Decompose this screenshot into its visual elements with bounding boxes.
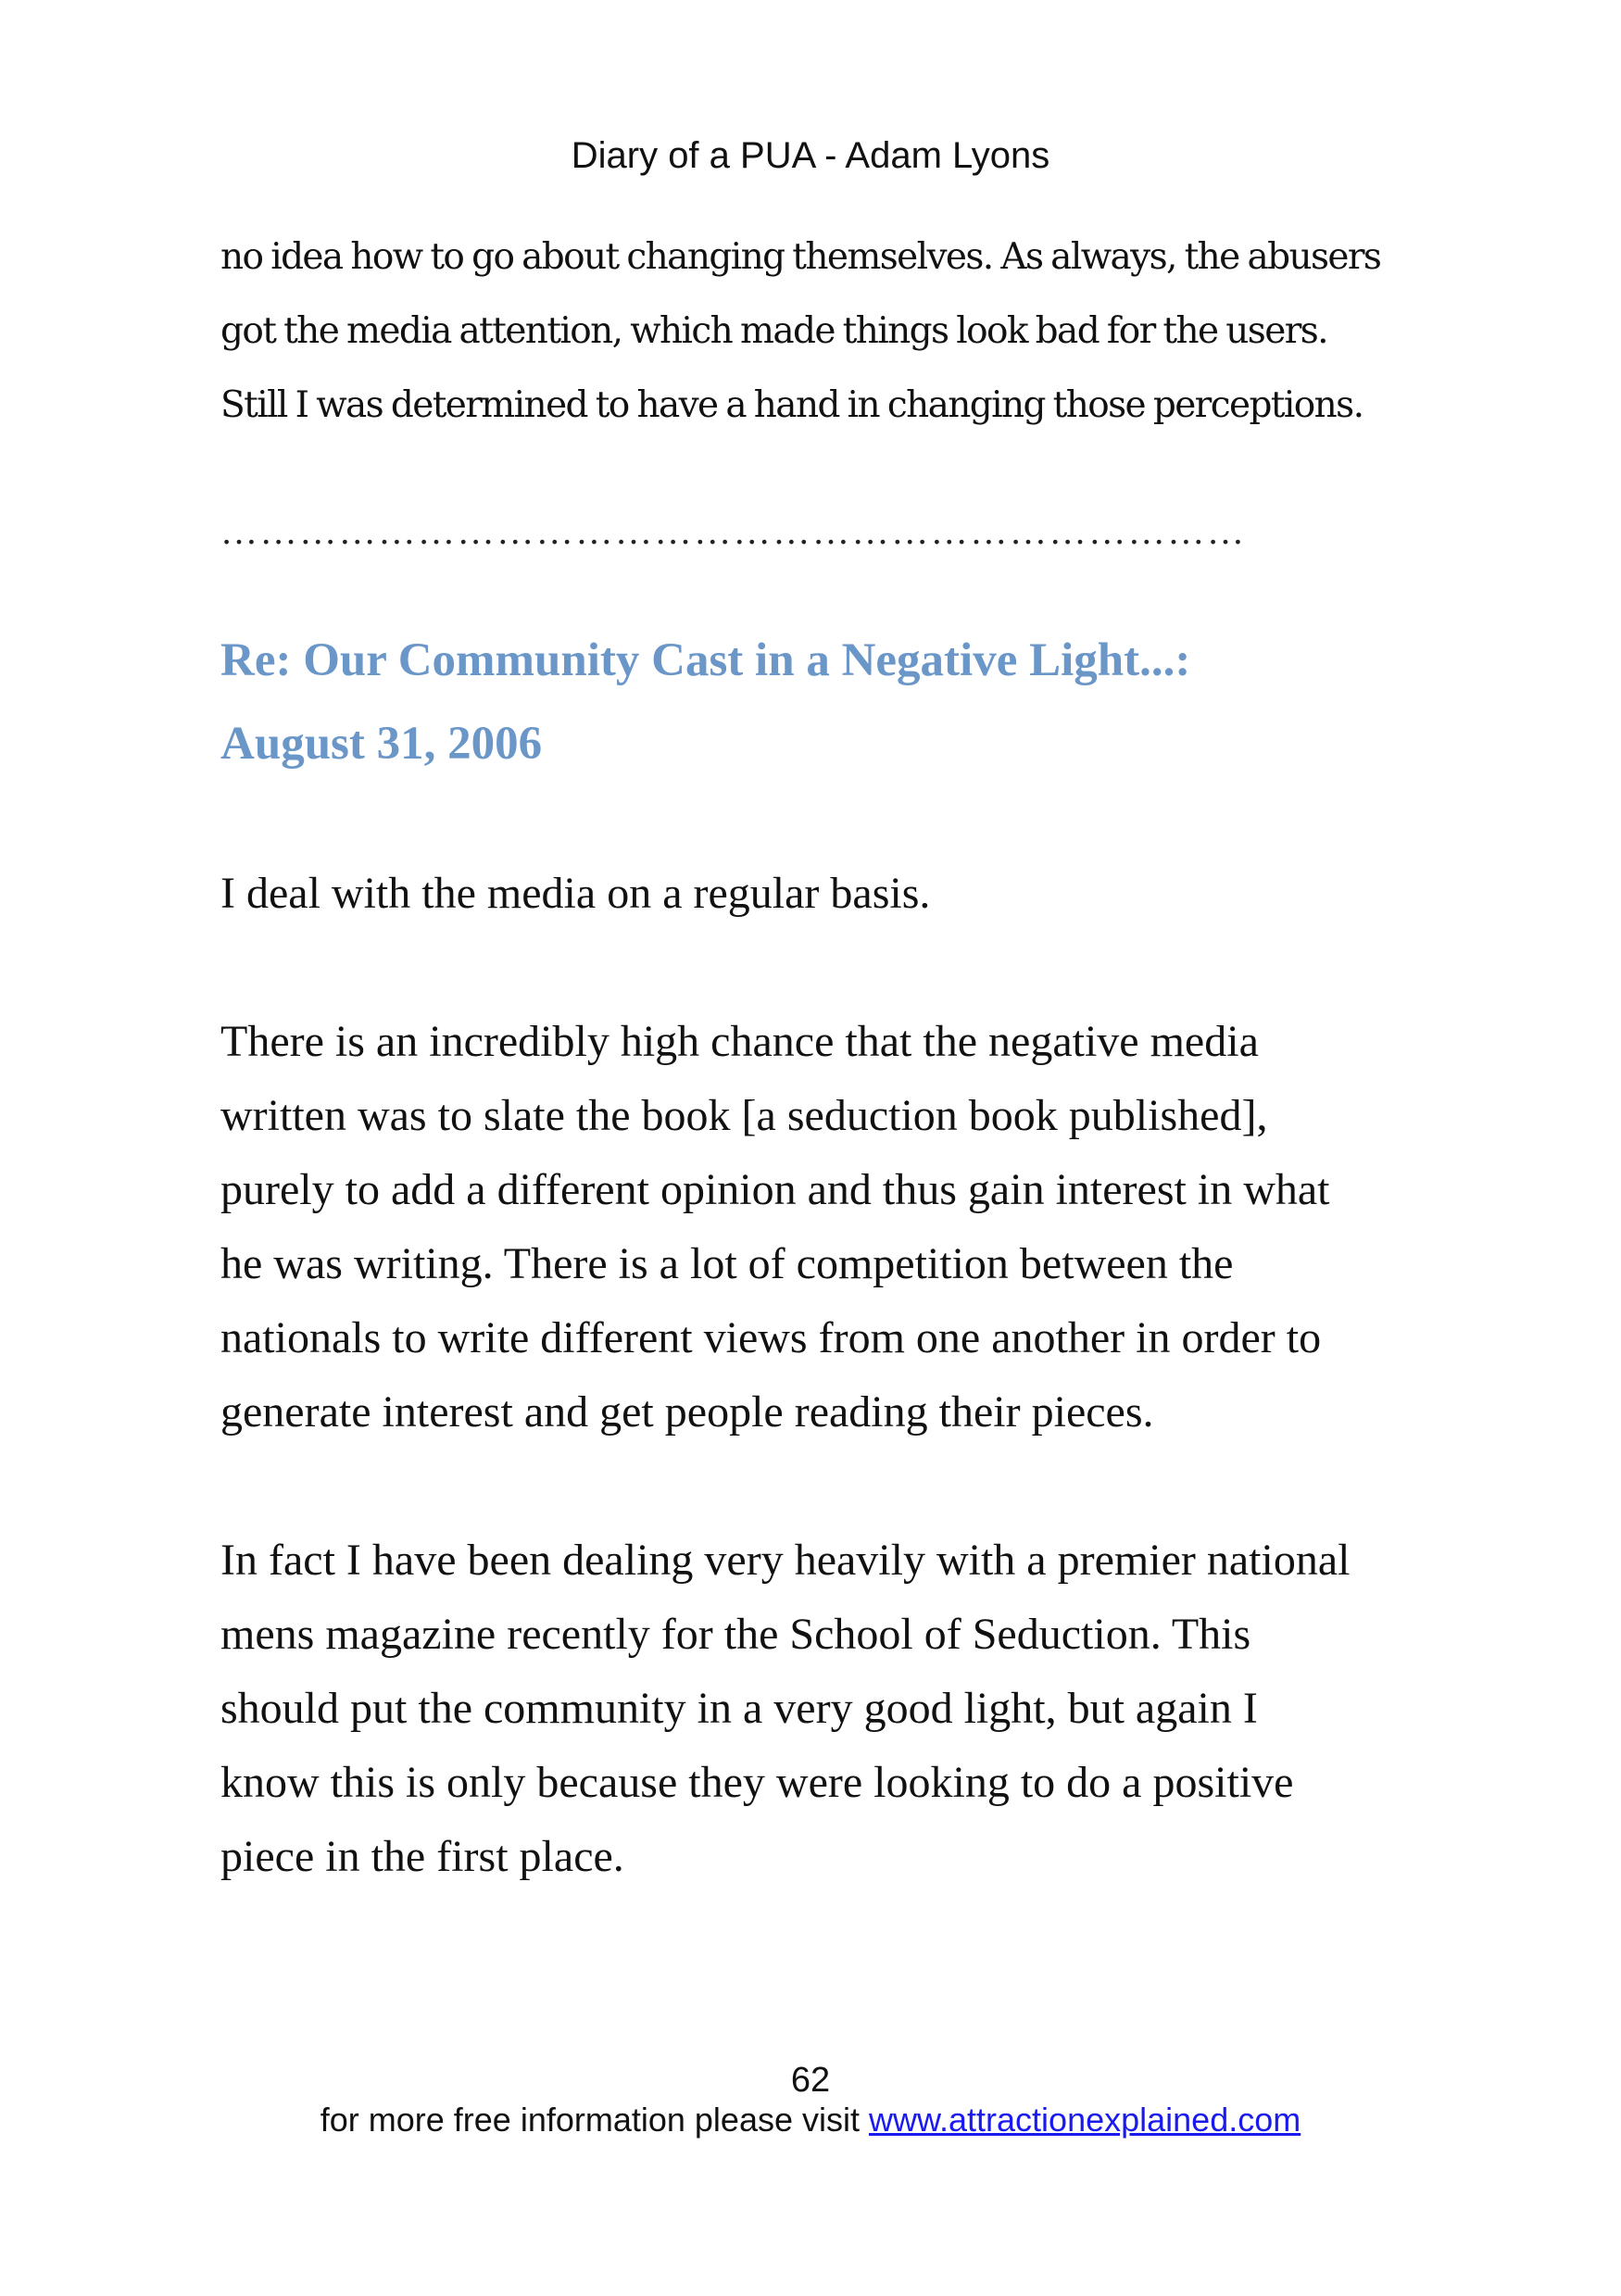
page-number: 62 <box>790 2061 831 2100</box>
paragraph <box>220 1005 1425 1449</box>
text-line: generate interest and get people reading their pieces. <box>220 1387 1154 1437</box>
text-line: he was writing. There is a lot of competition between the <box>220 1239 1234 1288</box>
text-line: know this is only because they were looking to do a positive <box>220 1758 1294 1807</box>
paragraph <box>220 857 1425 931</box>
text-line: nationals to write different views from one another in order to <box>220 1313 1322 1362</box>
text-line: should put the community in a very good light, but again I <box>220 1684 1258 1733</box>
text-line: mens magazine recently for the School of Seduction. This <box>220 1610 1251 1659</box>
paragraph <box>220 1524 1425 1894</box>
text-line: I deal with the media on a regular basis. <box>220 869 931 918</box>
text-line: Still I was determined to have a hand in changing those perceptions. <box>220 384 1363 426</box>
post-heading-title: Re: Our Community Cast in a Negative Light...: <box>220 634 1191 686</box>
text-line: written was to slate the book [a seduction book published], <box>220 1091 1268 1140</box>
post-heading-date: August 31, 2006 <box>220 718 543 770</box>
intro-paragraph <box>220 220 1425 443</box>
text-line: purely to add a different opinion and thus gain interest in what <box>220 1165 1330 1214</box>
text-line: In fact I have been dealing very heavily with a premier national <box>220 1536 1351 1585</box>
text-line: got the media attention, which made things look bad for the users. <box>220 310 1327 352</box>
text-line: no idea how to go about changing themselves. As always, the abusers <box>220 236 1381 278</box>
text-line: piece in the first place. <box>220 1832 624 1881</box>
footer-text: for more free information please visit <box>320 2101 869 2139</box>
running-header: Diary of a PUA - Adam Lyons <box>571 135 1050 176</box>
dotted-separator: …………………………………………………………………… <box>220 510 1247 552</box>
post-heading <box>220 619 1425 785</box>
website-link[interactable]: www.attractionexplained.com <box>869 2101 1301 2139</box>
text-line: There is an incredibly high chance that the negative media <box>220 1017 1259 1066</box>
footer <box>0 2101 1621 2139</box>
